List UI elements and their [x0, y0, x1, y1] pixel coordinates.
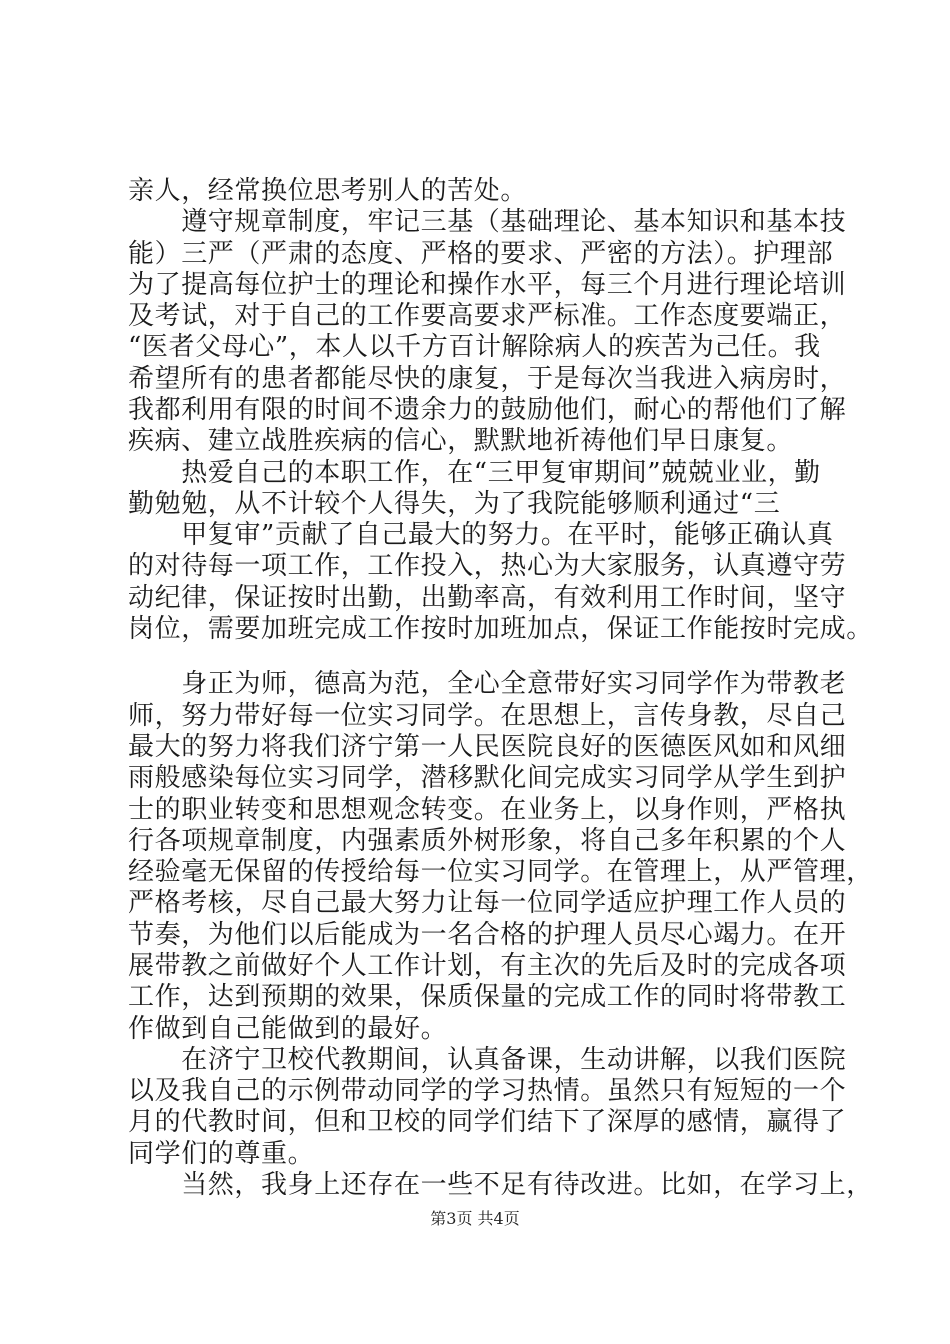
text-line: 士的职业转变和思想观念转变。在业务上，以身作则，严格执	[128, 795, 847, 825]
text-line: 在济宁卫校代教期间，认真备课，生动讲解，以我们医院	[128, 1045, 847, 1075]
text-line: 作做到自己能做到的最好。	[128, 1014, 448, 1044]
text-line: 及考试，对于自己的工作要高要求严标准。工作态度要端正，	[128, 301, 847, 331]
text-line: 工作，达到预期的效果，保质保量的完成工作的同时将带教工	[128, 982, 847, 1012]
text-line: 甲复审”贡献了自己最大的努力。在平时，能够正确认真	[128, 520, 834, 550]
text-line: 的对待每一项工作，工作投入，热心为大家服务，认真遵守劳	[128, 551, 847, 581]
text-line: 遵守规章制度，牢记三基（基础理论、基本知识和基本技	[128, 207, 847, 237]
text-line: 行各项规章制度，内强素质外树形象，将自己多年积累的个人	[128, 826, 847, 856]
text-line: 我都利用有限的时间不遗余力的鼓励他们，耐心的帮他们了解	[128, 395, 847, 425]
text-line: 能）三严（严肃的态度、严格的要求、严密的方法）。护理部	[128, 239, 834, 269]
text-line: 身正为师，德高为范，全心全意带好实习同学作为带教老	[128, 669, 847, 699]
text-line: 月的代教时间，但和卫校的同学们结下了深厚的感情，赢得了	[128, 1107, 847, 1137]
text-line: 当然，我身上还存在一些不足有待改进。比如，在学习上，	[128, 1170, 873, 1200]
text-line: 热爱自己的本职工作，在“三甲复审期间”兢兢业业，勤	[128, 458, 821, 488]
text-line: 雨般感染每位实习同学，潜移默化间完成实习同学从学生到护	[128, 763, 847, 793]
text-line: 动纪律，保证按时出勤，出勤率高，有效利用工作时间，坚守	[128, 583, 847, 613]
page-footer: 第3页 共4页	[430, 1209, 520, 1228]
text-line: 最大的努力将我们济宁第一人民医院良好的医德医风如和风细	[128, 732, 847, 762]
text-line: 疾病、建立战胜疾病的信心，默默地祈祷他们早日康复。	[128, 426, 794, 456]
text-line: 同学们的尊重。	[128, 1139, 315, 1169]
text-line: 希望所有的患者都能尽快的康复，于是每次当我进入病房时，	[128, 364, 847, 394]
text-line: 经验毫无保留的传授给每一位实习同学。在管理上，从严管理，	[128, 857, 873, 887]
text-line: 节奏，为他们以后能成为一名合格的护理人员尽心竭力。在开	[128, 920, 847, 950]
text-line: “医者父母心”，本人以千方百计解除病人的疾苦为己任。我	[128, 332, 821, 362]
text-line: 展带教之前做好个人工作计划，有主次的先后及时的完成各项	[128, 951, 847, 981]
text-line: 师，努力带好每一位实习同学。在思想上，言传身教，尽自己	[128, 701, 847, 731]
text-line: 岗位，需要加班完成工作按时加班加点，保证工作能按时完成。	[128, 614, 873, 644]
text-line: 以及我自己的示例带动同学的学习热情。虽然只有短短的一个	[128, 1076, 847, 1106]
text-line: 为了提高每位护士的理论和操作水平，每三个月进行理论培训	[128, 270, 847, 300]
text-line: 严格考核，尽自己最大努力让每一位同学适应护理工作人员的	[128, 888, 847, 918]
text-line: 亲人，经常换位思考别人的苦处。	[128, 176, 528, 206]
text-line: 勤勉勉，从不计较个人得失，为了我院能够顺利通过“三	[128, 489, 781, 519]
